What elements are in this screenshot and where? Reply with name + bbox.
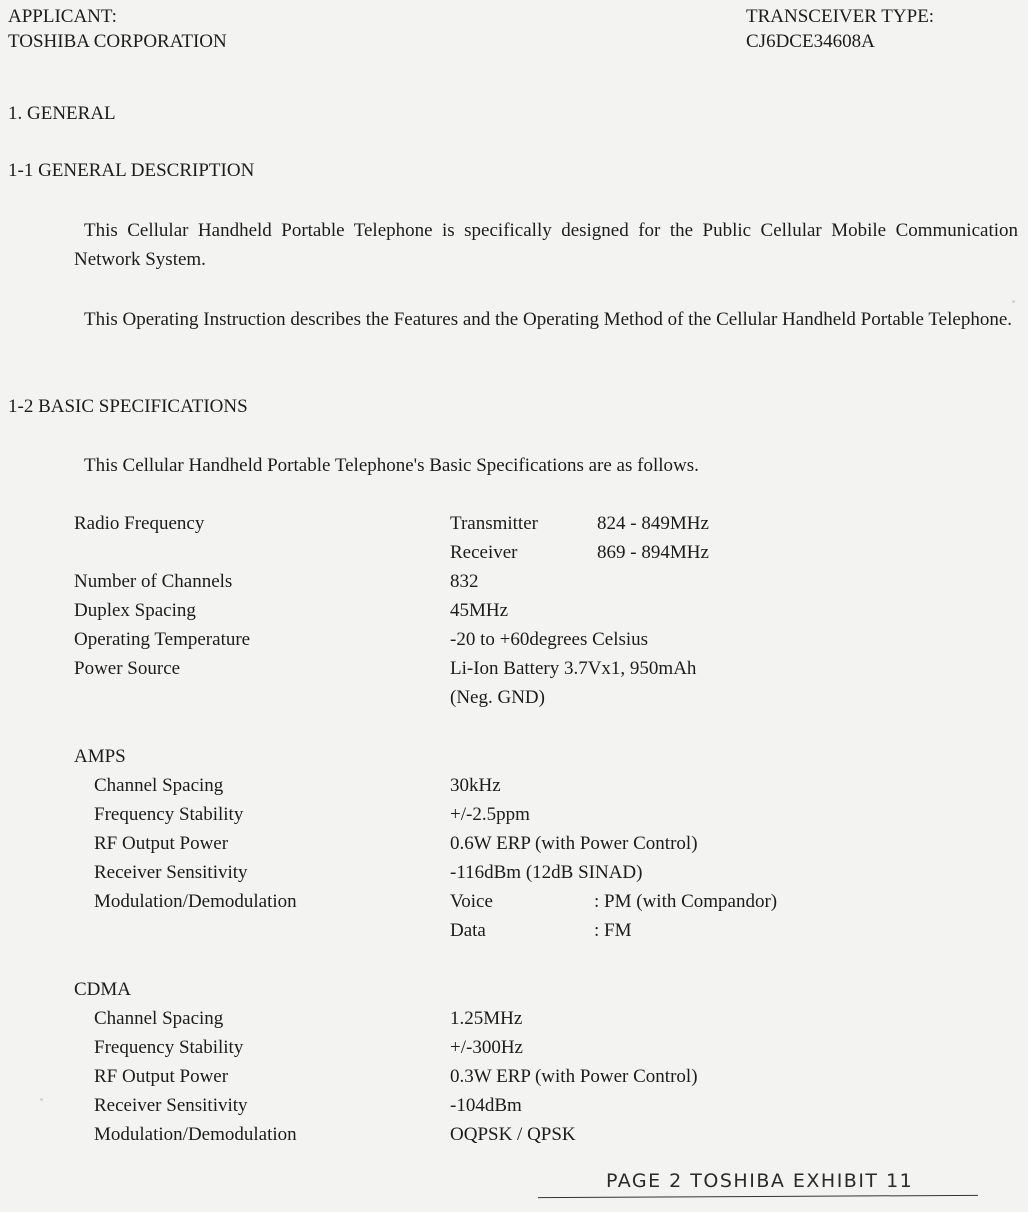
amps-frequency-stability-label: Frequency Stability: [94, 804, 244, 825]
amps-rf-output-label: RF Output Power: [94, 833, 229, 854]
cdma-receiver-sensitivity-label: Receiver Sensitivity: [94, 1095, 248, 1116]
cdma-channel-spacing-value: 1.25MHz: [450, 1008, 523, 1029]
duplex-value: 45MHz: [450, 600, 509, 621]
applicant-label: APPLICANT:: [8, 6, 117, 27]
cdma-modulation-value: OQPSK / QPSK: [450, 1124, 576, 1145]
amps-channel-spacing-value: 30kHz: [450, 775, 501, 796]
amps-frequency-stability-value: +/-2.5ppm: [450, 804, 530, 825]
scan-speck: [40, 1098, 43, 1101]
amps-data-label: Data: [450, 920, 486, 941]
transmitter-label: Transmitter: [450, 513, 538, 534]
cdma-rf-output-label: RF Output Power: [94, 1066, 229, 1087]
channels-value: 832: [450, 571, 479, 592]
basic-specifications-intro: This Cellular Handheld Portable Telephone's Basic Specifications are as follows.: [84, 455, 699, 476]
amps-receiver-sensitivity-label: Receiver Sensitivity: [94, 862, 248, 883]
amps-data-value: : FM: [594, 920, 632, 941]
general-description-heading: 1-1 GENERAL DESCRIPTION: [8, 160, 255, 181]
power-source-label: Power Source: [74, 658, 181, 679]
transceiver-model: CJ6DCE34608A: [746, 31, 875, 52]
amps-heading: AMPS: [74, 746, 126, 767]
amps-voice-value: : PM (with Compandor): [594, 891, 778, 912]
amps-receiver-sensitivity-value: -116dBm (12dB SINAD): [450, 862, 643, 883]
amps-rf-output-value: 0.6W ERP (with Power Control): [450, 833, 698, 854]
cdma-modulation-label: Modulation/Demodulation: [94, 1124, 297, 1145]
duplex-label: Duplex Spacing: [74, 600, 196, 621]
channels-label: Number of Channels: [74, 571, 233, 592]
transmitter-value: 824 - 849MHz: [597, 513, 709, 534]
amps-modulation-label: Modulation/Demodulation: [94, 891, 297, 912]
receiver-label: Receiver: [450, 542, 518, 563]
amps-channel-spacing-label: Channel Spacing: [94, 775, 224, 796]
radio-frequency-label: Radio Frequency: [74, 513, 205, 534]
temperature-value: -20 to +60degrees Celsius: [450, 629, 649, 650]
amps-voice-label: Voice: [450, 891, 493, 912]
transceiver-label: TRANSCEIVER TYPE:: [746, 6, 935, 27]
general-description-para-1: This Cellular Handheld Portable Telephone is specifically designed for the Public Cellular Mobile Communication Network System.: [74, 220, 1018, 270]
cdma-rf-output-value: 0.3W ERP (with Power Control): [450, 1066, 698, 1087]
power-source-value-2: (Neg. GND): [450, 687, 545, 708]
general-description-para-2: This Operating Instruction describes the Features and the Operating Method of the Cellular Handheld Portable Telephone.: [84, 309, 1013, 330]
section-general-heading: 1. GENERAL: [8, 103, 116, 124]
cdma-frequency-stability-value: +/-300Hz: [450, 1037, 523, 1058]
temperature-label: Operating Temperature: [74, 629, 251, 650]
applicant-name: TOSHIBA CORPORATION: [8, 31, 227, 52]
cdma-channel-spacing-label: Channel Spacing: [94, 1008, 224, 1029]
handwritten-page-note: PAGE 2 TOSHIBA EXHIBIT 11: [606, 1170, 914, 1192]
scan-speck: [1012, 300, 1015, 303]
basic-specifications-heading: 1-2 BASIC SPECIFICATIONS: [8, 396, 248, 417]
receiver-value: 869 - 894MHz: [597, 542, 709, 563]
cdma-heading: CDMA: [74, 979, 132, 1000]
cdma-receiver-sensitivity-value: -104dBm: [450, 1095, 522, 1116]
cdma-frequency-stability-label: Frequency Stability: [94, 1037, 244, 1058]
power-source-value: Li-Ion Battery 3.7Vx1, 950mAh: [450, 658, 697, 679]
handwritten-underline: [538, 1195, 978, 1198]
